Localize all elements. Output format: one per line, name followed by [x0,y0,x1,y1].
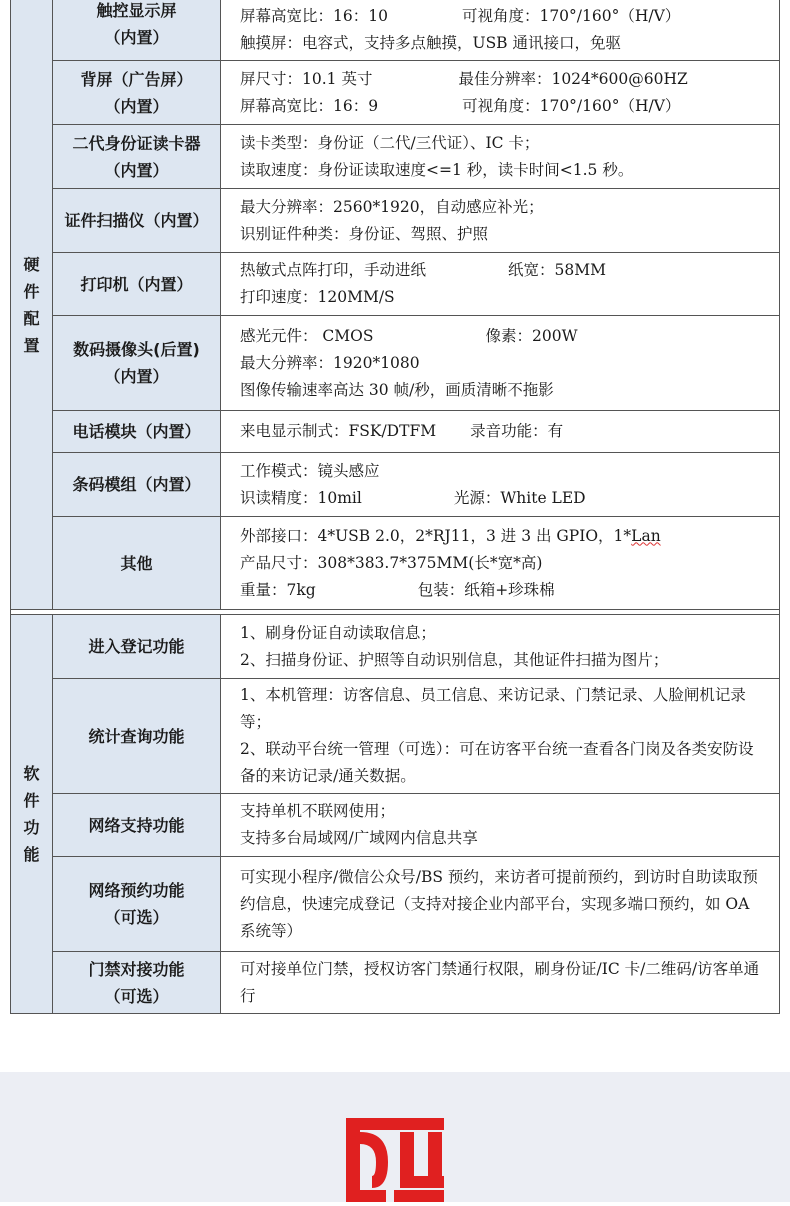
hw-row-printer-name: 打印机（内置） [53,253,220,315]
hardware-category-label: 硬件配置 [23,254,40,355]
grid-line [10,609,780,610]
sw-row-booking-name: 网络预约功能 （可选） [53,857,220,951]
grid-line [52,252,780,253]
grid-line [220,614,221,1014]
hw-row-phone-module-desc: 来电显示制式：FSK/DTFM 录音功能：有 [221,411,780,452]
sw-row-query-name: 统计查询功能 [53,679,220,793]
hw-row-touchscreen-name: 触控显示屏 （内置） [53,0,220,60]
hw-row-idcard-reader-name: 二代身份证读卡器 （内置） [53,125,220,188]
hw-row-other-desc: 外部接口：4*USB 2.0，2*RJ11，3 进 3 出 GPIO，1*Lan 产品尺寸：308*383.7*375MM(长*宽*高) 重量：7kg 包装：纸箱+珍珠棉 [221,517,780,609]
grid-line [52,410,780,411]
sw-row-access-desc: 可对接单位门禁，授权访客门禁通行权限，刷身份证/IC 卡/二维码/访客单通行 [221,952,780,1013]
sw-row-access-name: 门禁对接功能 （可选） [53,952,220,1013]
hw-row-idcard-reader-desc: 读卡类型：身份证（二代/三代证）、IC 卡； 读取速度：身份证读取速度<=1 秒，读卡时间<1.5 秒。 [221,125,780,188]
grid-line [52,856,780,857]
hw-row-camera-name: 数码摄像头(后置) （内置） [53,316,220,410]
software-category-label: 软件功能 [23,764,40,864]
grid-line [52,0,53,610]
grid-line [52,60,780,61]
grid-line [52,315,780,316]
sw-row-booking-desc: 可实现小程序/微信公众号/BS 预约，来访者可提前预约，到访时自助读取预约信息，快速完成登记（支持对接企业内部平台，实现多端口预约，如 OA 系统等） [221,857,780,951]
grid-line [52,678,780,679]
hw-row-scanner-desc: 最大分辨率：2560*1920，自动感应补光； 识别证件种类：身份证、驾照、护照 [221,189,780,252]
sw-row-query-desc: 1、本机管理：访客信息、员工信息、来访记录、门禁记录、人脸闸机记录等； 2、联动平台统一管理（可选）：可在访客平台统一查看各门岗及各类安防设备的来访记录/通关数据。 [221,679,780,793]
grid-line [52,452,780,453]
grid-line [220,0,221,610]
hw-row-backscreen-desc: 屏尺寸：10.1 英寸 最佳分辨率：1024*600@60HZ 屏幕高宽比：16：9 可视角度：170°/160°（H/V） [221,61,780,124]
hw-row-barcode-name: 条码模组（内置） [53,453,220,516]
grid-line [10,1013,780,1014]
grid-line [52,124,780,125]
grid-line [52,793,780,794]
grid-line [52,614,53,1014]
brand-logo-icon [344,1118,446,1206]
grid-line [10,0,11,1014]
grid-line [10,614,780,615]
sw-row-network-desc: 支持单机不联网使用； 支持多台局域网/广域网内信息共享 [221,794,780,856]
sw-row-checkin-name: 进入登记功能 [53,615,220,678]
sw-row-checkin-desc: 1、刷身份证自动读取信息； 2、扫描身份证、护照等自动识别信息，其他证件扫描为图片； [221,615,780,678]
grid-line [52,951,780,952]
grid-line [52,516,780,517]
hw-row-printer-desc: 热敏式点阵打印，手动进纸 纸宽：58MM 打印速度：120MM/S [221,253,780,315]
grid-line [52,188,780,189]
hw-row-camera-desc: 感光元件： CMOS 像素：200W 最大分辨率：1920*1080 图像传输速率高达 30 帧/秒，画质清晰不拖影 [221,316,780,410]
hw-row-backscreen-name: 背屏（广告屏） （内置） [53,61,220,124]
hw-row-barcode-desc: 工作模式：镜头感应 识读精度：10mil 光源：White LED [221,453,780,516]
hw-row-scanner-name: 证件扫描仪（内置） [53,189,220,252]
hw-row-phone-module-name: 电话模块（内置） [53,411,220,452]
hw-row-other-name: 其他 [53,517,220,609]
software-category-cell [11,615,52,1013]
grid-line [779,0,780,1014]
hardware-category-cell [11,0,52,609]
sw-row-network-name: 网络支持功能 [53,794,220,856]
hw-row-touchscreen-desc: 屏幕高宽比：16：10 可视角度：170°/160°（H/V） 触摸屏：电容式，支持多点触摸，USB 通讯接口，免驱 [221,0,780,60]
